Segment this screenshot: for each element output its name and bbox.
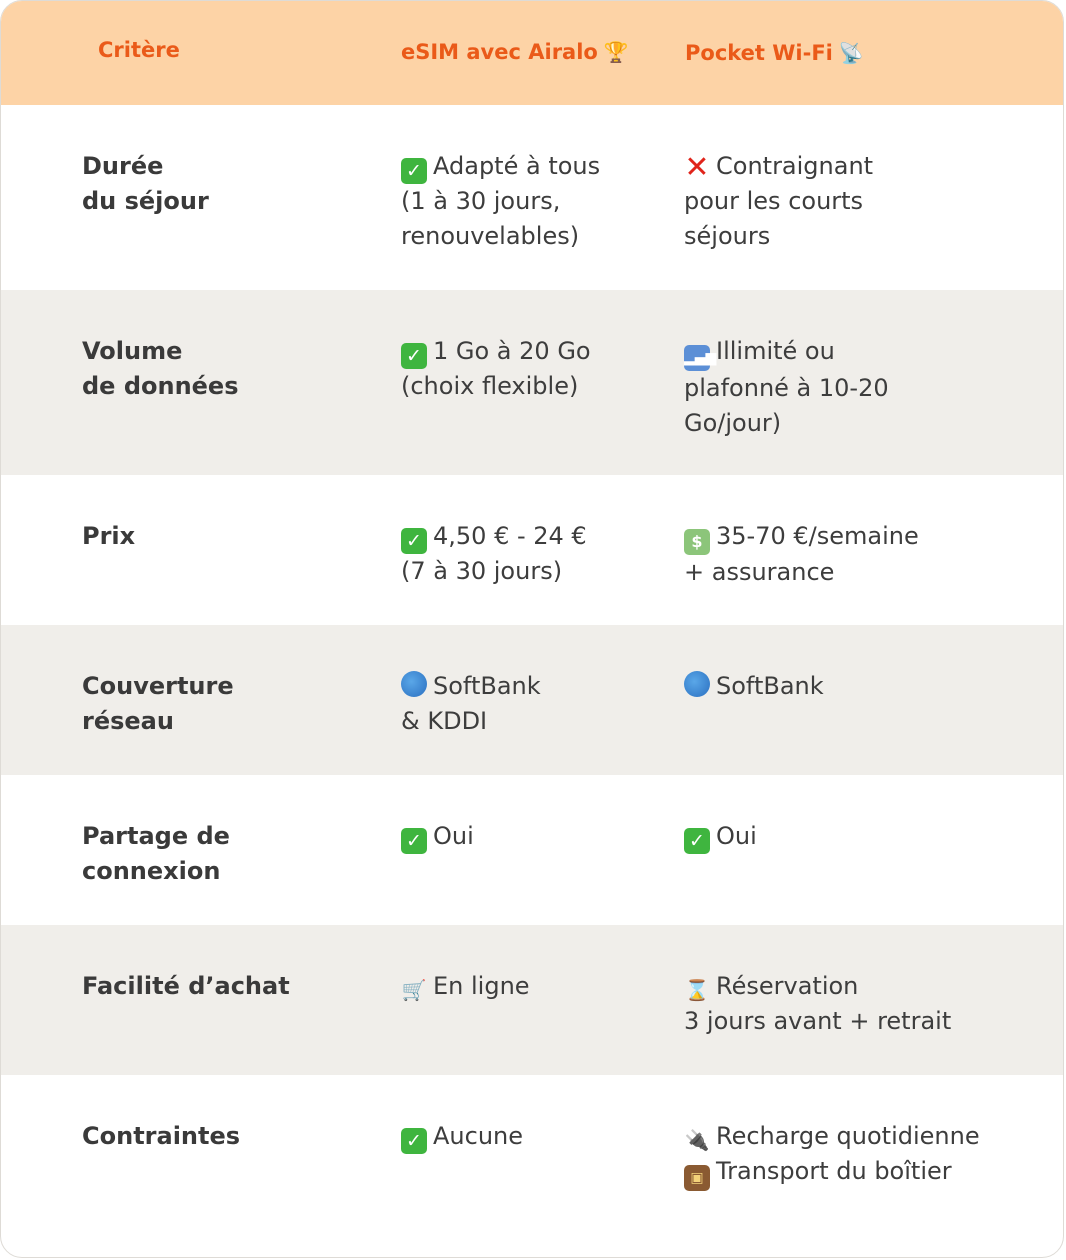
- table-row: [1, 105, 1063, 290]
- check-icon: ✓: [401, 528, 427, 554]
- wifi-line: [684, 1119, 1024, 1154]
- globe-icon: [401, 671, 427, 697]
- criterion-label: Volume de données: [82, 337, 239, 400]
- esim-value: [401, 669, 671, 739]
- table-row: [1, 475, 1063, 625]
- wifi-text: 35-70 €/semaine + assurance: [684, 522, 919, 586]
- briefcase-icon: ▣: [684, 1165, 710, 1191]
- esim-value: [401, 819, 671, 854]
- esim-value: [401, 519, 671, 589]
- esim-value: [401, 1119, 671, 1154]
- table-row: [1, 625, 1063, 775]
- esim-text: Aucune: [433, 1122, 524, 1150]
- table-row: [1, 925, 1063, 1075]
- wifi-line: [684, 1154, 1024, 1191]
- satellite-dish-icon: 📡: [838, 41, 864, 65]
- wifi-value: [684, 819, 1024, 854]
- table-header: [1, 1, 1063, 105]
- esim-value: [401, 149, 671, 254]
- esim-text: Oui: [433, 822, 474, 850]
- esim-text: 1 Go à 20 Go (choix flexible): [401, 337, 591, 400]
- cart-icon: 🛒: [401, 978, 427, 1002]
- globe-icon: [684, 671, 710, 697]
- wifi-value: [684, 1119, 1024, 1191]
- esim-value: [401, 334, 671, 404]
- wifi-text: Transport du boîtier: [716, 1157, 952, 1185]
- wifi-value: [684, 334, 1024, 441]
- header-esim: [401, 40, 629, 64]
- table-row: [1, 1075, 1063, 1258]
- wifi-text: Illimité ou plafonné à 10-20 Go/jour): [684, 337, 889, 437]
- criterion-label: Couverture réseau: [82, 672, 234, 735]
- wifi-value: [684, 149, 1024, 254]
- hourglass-icon: ⌛: [684, 978, 710, 1002]
- money-icon: $: [684, 529, 710, 555]
- esim-text: Adapté à tous (1 à 30 jours, renouvelables): [401, 152, 601, 250]
- wifi-text: Réservation 3 jours avant + retrait: [684, 972, 952, 1035]
- check-icon: ✓: [401, 158, 427, 184]
- header-criterion: Critère: [98, 38, 180, 62]
- criterion-label: Partage de connexion: [82, 822, 230, 885]
- table-row: [1, 290, 1063, 475]
- criterion-label: Facilité d’achat: [82, 972, 290, 1000]
- wifi-text: Recharge quotidienne: [716, 1122, 980, 1150]
- esim-text: SoftBank & KDDI: [401, 672, 541, 735]
- criterion-label: Prix: [82, 522, 136, 550]
- check-icon: ✓: [684, 828, 710, 854]
- wifi-text: Contraignant pour les courts séjours: [684, 152, 874, 250]
- wifi-value: [684, 669, 1024, 704]
- wifi-text: SoftBank: [716, 672, 824, 700]
- esim-text: En ligne: [433, 972, 530, 1000]
- check-icon: ✓: [401, 1128, 427, 1154]
- cross-icon: ✕: [684, 150, 710, 185]
- header-pocket-wifi: [685, 41, 864, 65]
- header-esim-label: eSIM avec Airalo: [401, 40, 598, 64]
- plug-icon: 🔌: [684, 1128, 710, 1152]
- header-wifi-label: Pocket Wi-Fi: [685, 41, 833, 65]
- wifi-text: Oui: [716, 822, 757, 850]
- check-icon: ✓: [401, 343, 427, 369]
- criterion-label: Contraintes: [82, 1122, 241, 1150]
- table-row: [1, 775, 1063, 925]
- criterion-label: Durée du séjour: [82, 152, 209, 215]
- wifi-value: [684, 969, 1024, 1039]
- trophy-icon: 🏆: [603, 40, 629, 64]
- esim-text: 4,50 € - 24 € (7 à 30 jours): [401, 522, 587, 585]
- wifi-value: [684, 519, 1024, 590]
- check-icon: ✓: [401, 828, 427, 854]
- esim-value: [401, 969, 671, 1004]
- signal-icon: ▂▄▆: [684, 345, 710, 371]
